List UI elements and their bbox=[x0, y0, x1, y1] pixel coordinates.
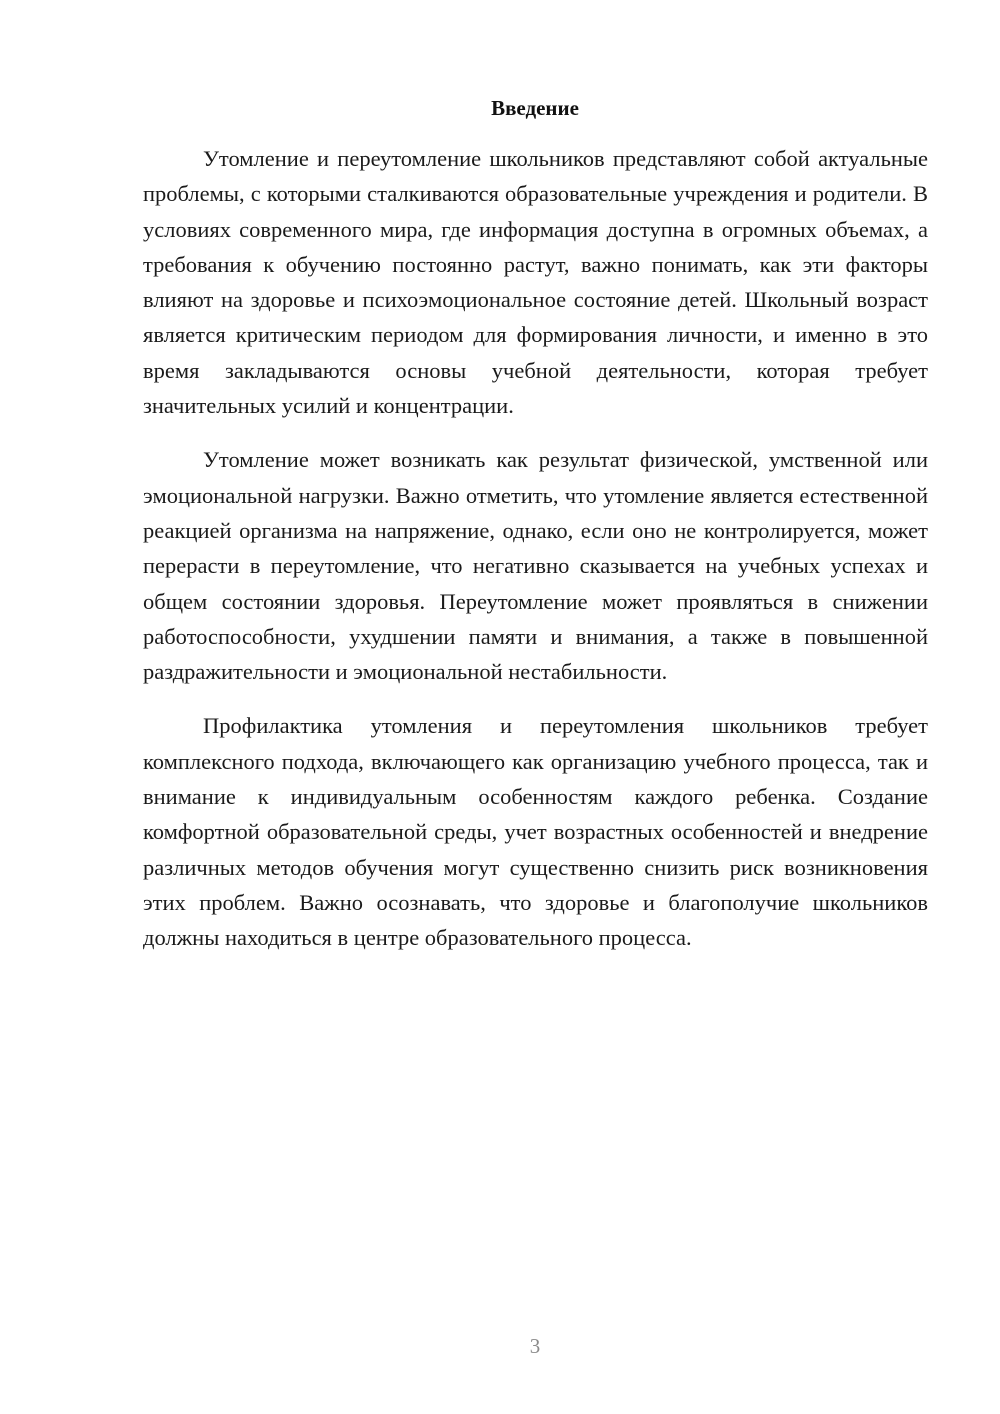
paragraph-3: Профилактика утомления и переутомления школьников требует комплексного подхода, включающего как организацию учебного процесса, так и внимание к индивидуальным особенностям каждого ребенка. Создание комфортной образовательной среды, учет возрастных особенностей и внедрение различных методов обучения могут существенно снизить риск возникновения этих проблем. Важно осознавать, что здоровье и благополучие школьников должны находиться в центре образовательного процесса. bbox=[143, 713, 928, 951]
paragraph-1: Утомление и переутомление школьников представляют собой актуальные проблемы, с которыми сталкиваются образовательные учреждения и родители. В условиях современного мира, где информация доступна в огромных объемах, а требования к обучению постоянно растут, важно понимать, как эти факторы влияют на здоровье и психоэмоциональное состояние детей. Школьный возраст является критическим периодом для формирования личности, и именно в это время закладываются основы учебной деятельности, которая требует значительных усилий и концентрации. bbox=[143, 146, 928, 419]
section-heading: Введение bbox=[491, 96, 579, 120]
page-number: 3 bbox=[529, 1334, 541, 1358]
body-text bbox=[143, 141, 928, 975]
paragraph-2: Утомление может возникать как результат физической, умственной или эмоциональной нагрузки. Важно отметить, что утомление является естественной реакцией организма на напряжение, однако, если оно не контролируется, может перерасти в переутомление, что негативно сказывается на учебных успехах и общем состоянии здоровья. Переутомление может проявляться в снижении работоспособности, ухудшении памяти и внимания, а также в повышенной раздражительности и эмоциональной нестабильности. bbox=[143, 447, 928, 685]
